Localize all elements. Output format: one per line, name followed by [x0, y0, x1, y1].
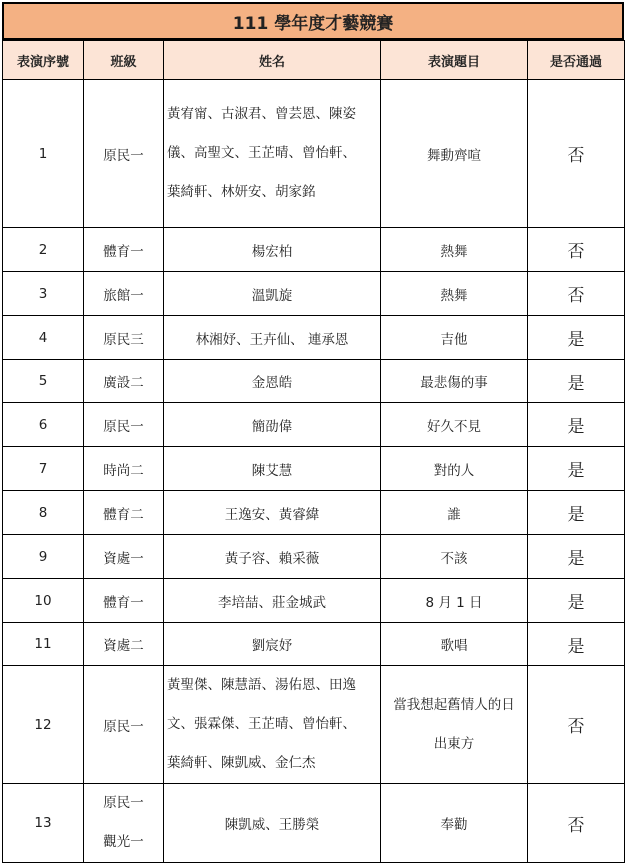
cell-class — [84, 623, 164, 666]
program-line: 最悲傷的事 — [420, 375, 488, 391]
cell-pass: 是 — [528, 535, 625, 579]
table-row — [3, 272, 625, 316]
program-line: 歌唱 — [440, 638, 468, 654]
cell-class — [84, 403, 164, 447]
cell-pass: 是 — [528, 447, 625, 491]
cell-class — [84, 491, 164, 535]
name-line: 文、張霖傑、王芷晴、曾怡軒、 — [167, 716, 356, 732]
cell-no: 6 — [3, 403, 84, 447]
table-row — [3, 447, 625, 491]
competition-table — [2, 40, 625, 863]
cell-pass: 否 — [528, 80, 625, 228]
cell-program — [381, 447, 528, 491]
header-program: 表演題目 — [381, 41, 528, 80]
name-line: 金恩皓 — [251, 375, 293, 391]
table-row — [3, 666, 625, 784]
class-line: 體育二 — [103, 506, 144, 523]
table-row — [3, 360, 625, 403]
cell-program — [381, 666, 528, 784]
cell-program — [381, 535, 528, 579]
cell-name — [164, 272, 381, 316]
header-class: 班級 — [84, 41, 164, 80]
cell-no: 8 — [3, 491, 84, 535]
table-row — [3, 80, 625, 228]
program-line: 出東方 — [433, 735, 475, 752]
class-line: 旅館一 — [103, 287, 144, 304]
cell-pass: 是 — [528, 623, 625, 666]
table-row — [3, 491, 625, 535]
cell-program — [381, 360, 528, 403]
name-line: 簡劭偉 — [251, 418, 293, 435]
cell-program — [381, 316, 528, 360]
cell-program — [381, 491, 528, 535]
cell-pass: 是 — [528, 316, 625, 360]
cell-class — [84, 784, 164, 863]
cell-program — [381, 784, 528, 863]
cell-no: 5 — [3, 360, 84, 403]
cell-name — [164, 491, 381, 535]
cell-no: 4 — [3, 316, 84, 360]
class-line: 原民一 — [103, 418, 144, 435]
name-line: 林湘妤、王卉仙、 連承恩 — [195, 331, 349, 348]
name-line: 黃子容、賴采薇 — [224, 550, 320, 567]
class-line: 資處二 — [103, 638, 144, 654]
program-line: 不該 — [440, 550, 468, 567]
cell-program — [381, 579, 528, 623]
cell-class — [84, 80, 164, 228]
header-row — [3, 41, 625, 80]
class-line: 時尚二 — [103, 462, 144, 479]
cell-name — [164, 360, 381, 403]
table-row — [3, 403, 625, 447]
class-line: 廣設二 — [103, 375, 144, 391]
table-row — [3, 579, 625, 623]
cell-class — [84, 316, 164, 360]
cell-program — [381, 228, 528, 272]
program-line: 吉他 — [440, 331, 468, 348]
name-line: 陳艾慧 — [251, 462, 293, 479]
program-line: 好久不見 — [427, 418, 481, 435]
cell-class — [84, 360, 164, 403]
table-row — [3, 316, 625, 360]
cell-pass: 是 — [528, 360, 625, 403]
cell-pass: 否 — [528, 272, 625, 316]
cell-name — [164, 666, 381, 784]
header-no: 表演序號 — [3, 41, 84, 80]
cell-no: 7 — [3, 447, 84, 491]
table-row — [3, 228, 625, 272]
name-line: 王逸安、黃睿緯 — [224, 506, 320, 523]
program-line: 舞動齊喧 — [427, 147, 481, 164]
class-line: 原民三 — [103, 331, 144, 348]
cell-class — [84, 272, 164, 316]
table-row — [3, 623, 625, 666]
name-line: 陳凱威、王勝榮 — [224, 817, 320, 833]
name-line: 葉綺軒、林妍安、胡家銘 — [167, 184, 316, 200]
name-line: 李培喆、莊金城武 — [218, 594, 326, 611]
class-line: 資處一 — [103, 550, 144, 567]
table-row — [3, 784, 625, 863]
cell-program — [381, 623, 528, 666]
cell-class — [84, 666, 164, 784]
program-line: 當我想起舊情人的日 — [393, 696, 515, 713]
name-line: 儀、高聖文、王芷晴、曾怡軒、 — [167, 145, 356, 161]
cell-name — [164, 403, 381, 447]
class-line: 體育一 — [103, 243, 144, 260]
cell-name — [164, 623, 381, 666]
cell-name — [164, 535, 381, 579]
cell-no: 12 — [3, 666, 84, 784]
cell-pass: 是 — [528, 403, 625, 447]
cell-program — [381, 80, 528, 228]
cell-class — [84, 535, 164, 579]
cell-class — [84, 228, 164, 272]
cell-no: 1 — [3, 80, 84, 228]
cell-no: 9 — [3, 535, 84, 579]
cell-program — [381, 403, 528, 447]
header-pass: 是否通過 — [528, 41, 625, 80]
program-line: 8 月 1 日 — [425, 594, 483, 611]
cell-pass: 是 — [528, 491, 625, 535]
cell-pass: 否 — [528, 784, 625, 863]
cell-pass: 是 — [528, 579, 625, 623]
header-name: 姓名 — [164, 41, 381, 80]
table-row — [3, 535, 625, 579]
class-line: 原民一 — [103, 147, 144, 164]
name-line: 黃宥甯、古淑君、曾芸恩、陳姿 — [167, 106, 356, 122]
cell-program — [381, 272, 528, 316]
cell-name — [164, 228, 381, 272]
class-line: 觀光一 — [103, 834, 144, 850]
cell-no: 3 — [3, 272, 84, 316]
class-line: 原民一 — [103, 718, 144, 735]
cell-name — [164, 316, 381, 360]
cell-no: 13 — [3, 784, 84, 863]
cell-pass: 否 — [528, 666, 625, 784]
class-line: 原民一 — [103, 795, 144, 811]
cell-no: 10 — [3, 579, 84, 623]
cell-class — [84, 579, 164, 623]
cell-no: 2 — [3, 228, 84, 272]
name-line: 黃聖傑、陳慧語、湯佑恩、田逸 — [167, 677, 356, 693]
competition-sheet — [2, 2, 624, 863]
program-line: 對的人 — [433, 462, 475, 479]
cell-name — [164, 579, 381, 623]
program-line: 奉勸 — [440, 817, 468, 833]
program-line: 熱舞 — [440, 243, 468, 260]
cell-name — [164, 784, 381, 863]
cell-no: 11 — [3, 623, 84, 666]
program-line: 誰 — [447, 506, 461, 523]
sheet-title: 111 學年度才藝競賽 — [2, 2, 624, 40]
name-line: 溫凱旋 — [251, 287, 293, 304]
program-line: 熱舞 — [440, 287, 468, 304]
class-line: 體育一 — [103, 594, 144, 611]
cell-class — [84, 447, 164, 491]
cell-name — [164, 80, 381, 228]
name-line: 楊宏柏 — [251, 243, 293, 260]
name-line: 劉宸妤 — [251, 638, 293, 654]
name-line: 葉綺軒、陳凱威、金仁杰 — [167, 755, 316, 771]
cell-name — [164, 447, 381, 491]
cell-pass: 否 — [528, 228, 625, 272]
